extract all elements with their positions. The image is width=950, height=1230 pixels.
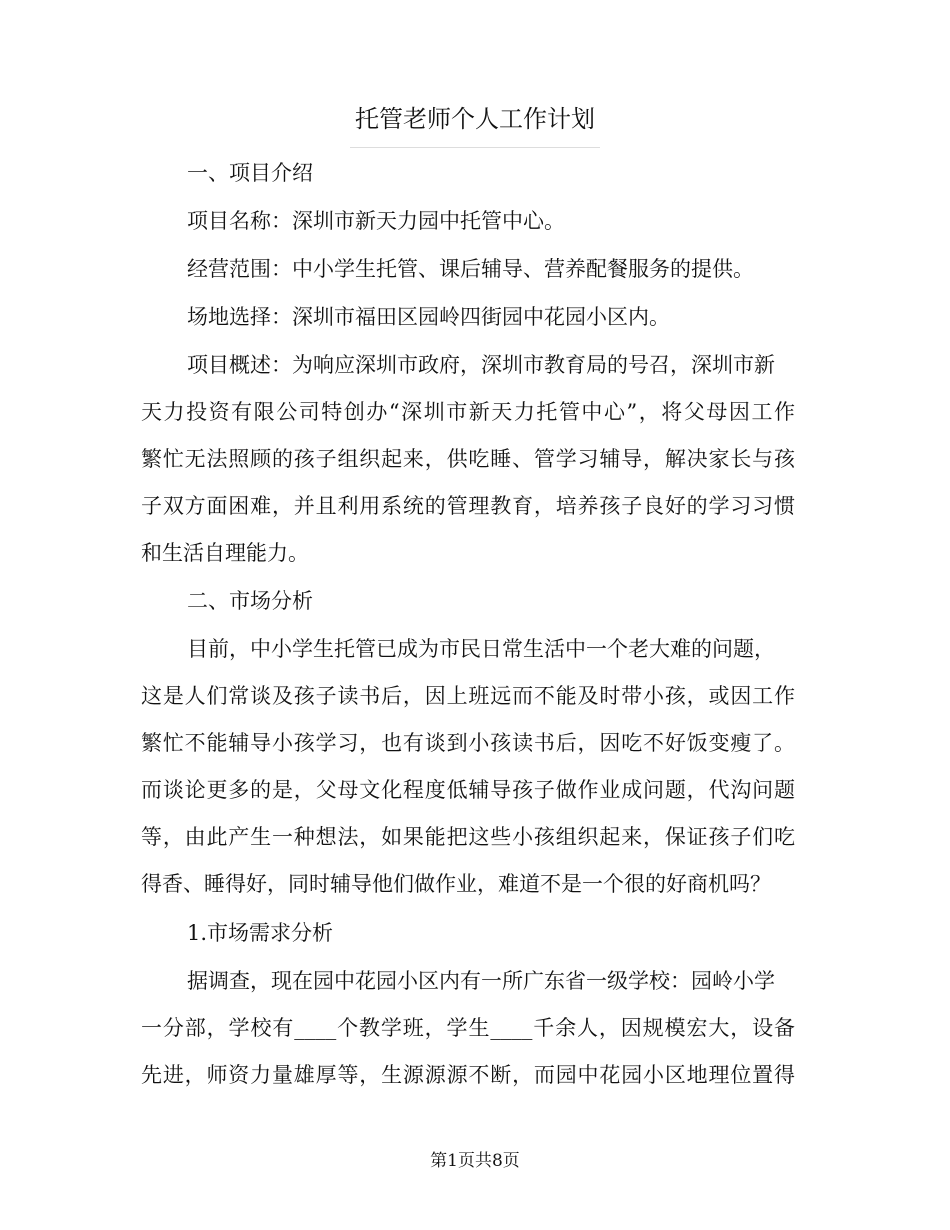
- paragraph-site-selection: 场地选择：深圳市福田区园岭四街园中花园小区内。: [187, 305, 670, 329]
- paragraph-demand-line-2: 一分部，学校有____个教学班，学生____千余人，因规模宏大，设备: [141, 1016, 795, 1040]
- page-title: 托管老师个人工作计划: [350, 96, 600, 148]
- paragraph-project-name: 项目名称：深圳市新天力园中托管中心。: [187, 209, 565, 233]
- paragraph-market-line-6: 得香、睡得好，同时辅导他们做作业，难道不是一个很的好商机吗？: [141, 872, 771, 896]
- paragraph-overview-line-2: 天力投资有限公司特创办“深圳市新天力托管中心”，将父母因工作: [141, 400, 795, 424]
- paragraph-overview-line-4: 子双方面困难，并且利用系统的管理教育，培养孩子良好的学习习惯: [141, 494, 795, 518]
- paragraph-overview-line-1: 项目概述：为响应深圳市政府，深圳市教育局的号召，深圳市新: [187, 353, 775, 377]
- subsection-heading-demand-analysis: 1.市场需求分析: [187, 921, 334, 945]
- paragraph-market-line-4: 而谈论更多的是，父母文化程度低辅导孩子做作业成问题，代沟问题: [141, 778, 795, 802]
- paragraph-market-line-1: 目前，中小学生托管已成为市民日常生活中一个老大难的问题，: [187, 637, 775, 661]
- page-number-footer: 第1页共8页: [430, 1151, 520, 1171]
- section-heading-project-intro: 一、项目介绍: [187, 161, 313, 185]
- paragraph-overview-line-3: 繁忙无法照顾的孩子组织起来，供吃睡、管学习辅导，解决家长与孩: [141, 447, 795, 471]
- paragraph-market-line-3: 繁忙不能辅导小孩学习，也有谈到小孩读书后，因吃不好饭变瘦了。: [141, 731, 795, 755]
- paragraph-market-line-5: 等，由此产生一种想法，如果能把这些小孩组织起来，保证孩子们吃: [141, 825, 795, 849]
- paragraph-demand-line-1: 据调查，现在园中花园小区内有一所广东省一级学校：园岭小学: [187, 969, 775, 993]
- paragraph-demand-line-3: 先进，师资力量雄厚等，生源源源不断，而园中花园小区地理位置得: [141, 1063, 795, 1087]
- paragraph-overview-line-5: 和生活自理能力。: [141, 541, 309, 565]
- section-heading-market-analysis: 二、市场分析: [187, 589, 313, 613]
- paragraph-market-line-2: 这是人们常谈及孩子读书后，因上班远而不能及时带小孩，或因工作: [141, 684, 795, 708]
- paragraph-business-scope: 经营范围：中小学生托管、课后辅导、营养配餐服务的提供。: [187, 257, 754, 281]
